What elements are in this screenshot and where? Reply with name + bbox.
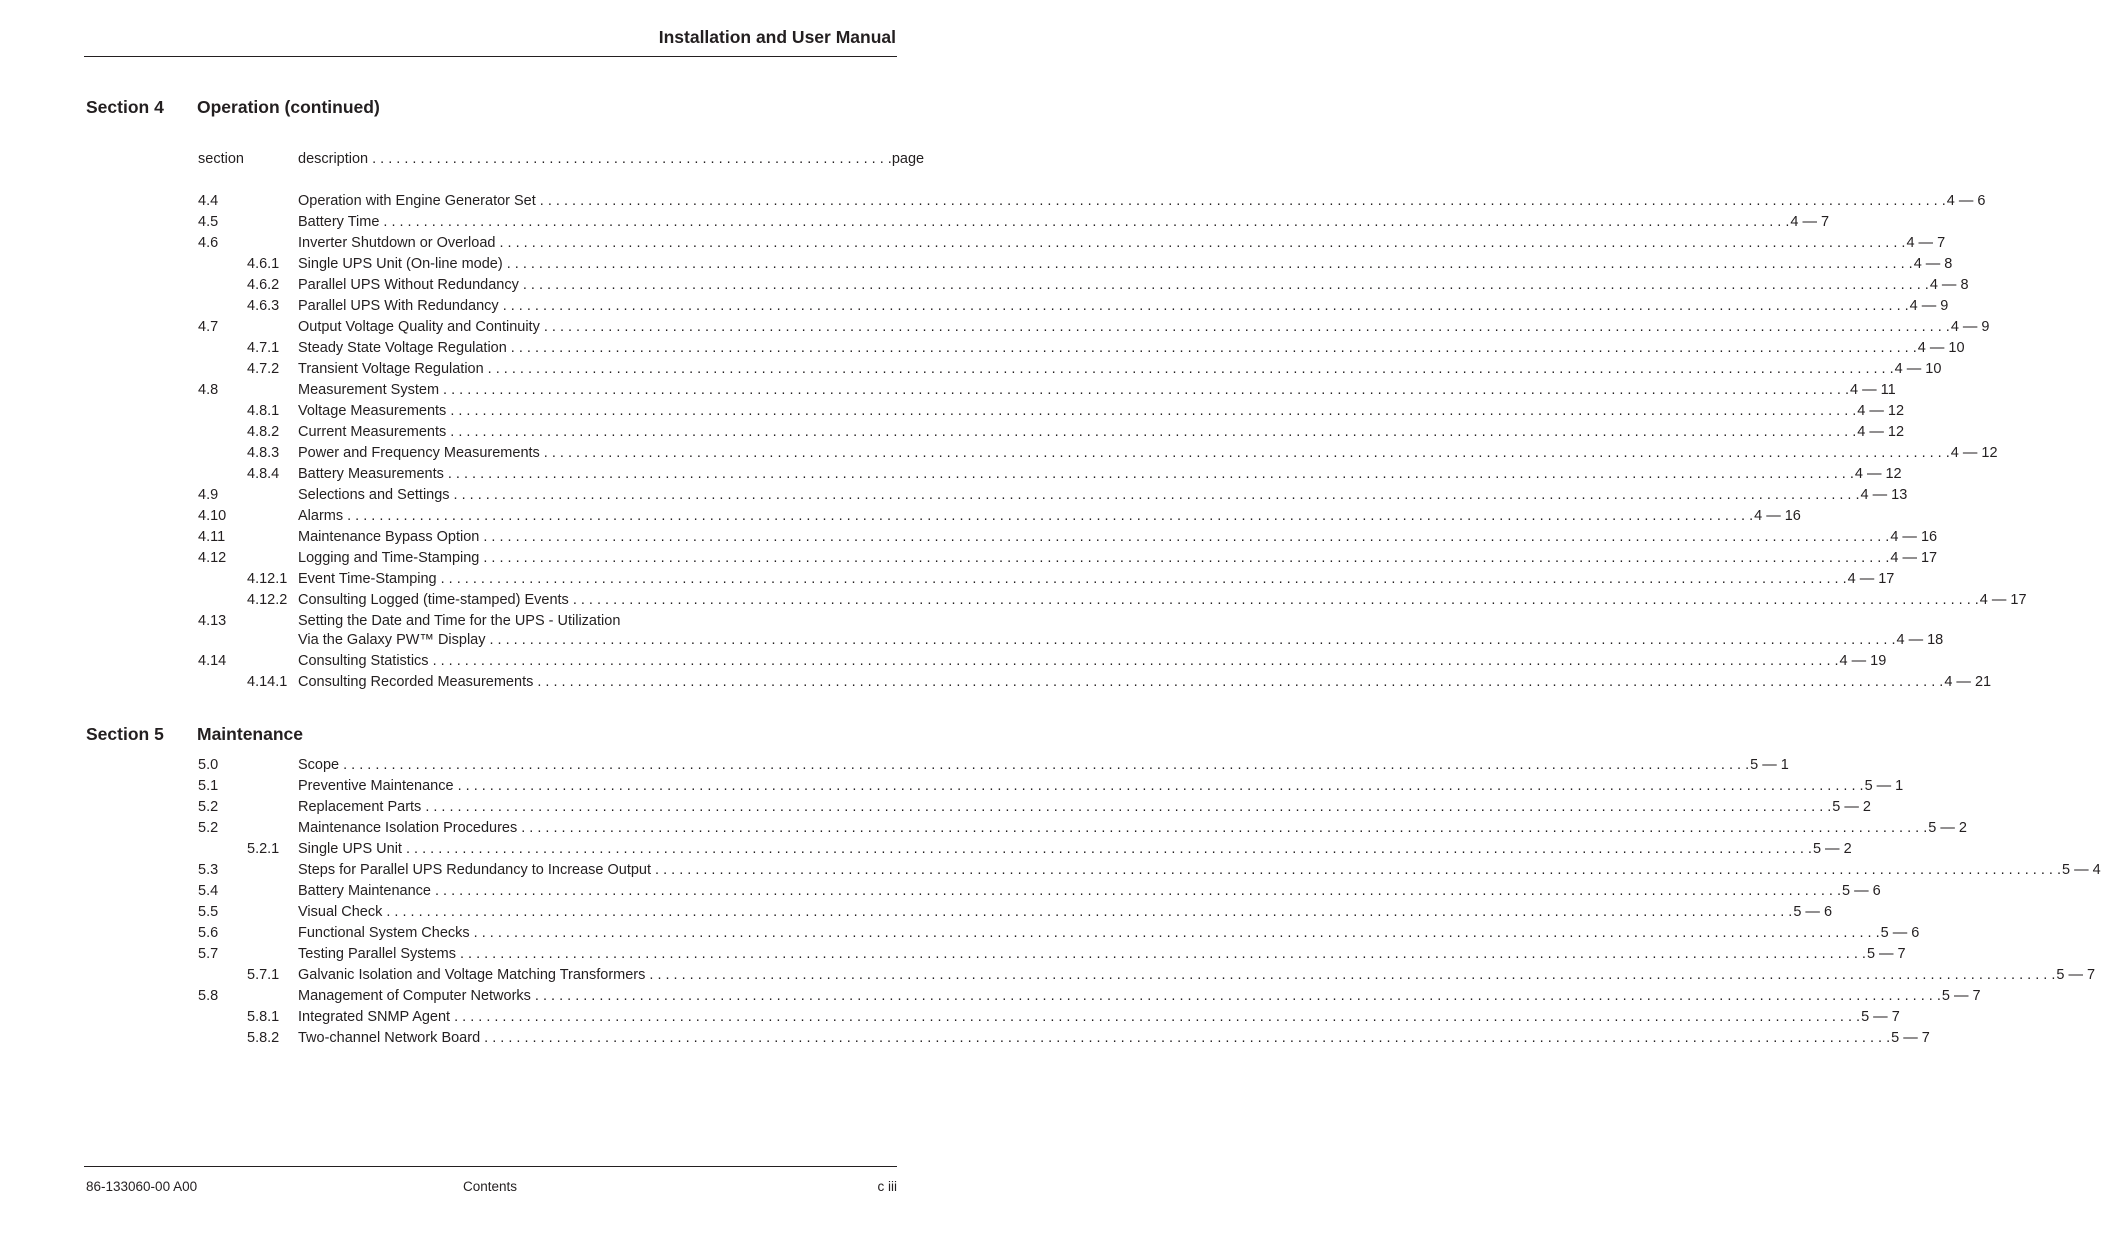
- toc-entry-page: 4 — 13: [1860, 487, 1908, 503]
- toc-entry-title: Functional System Checks: [298, 925, 470, 941]
- toc-entry: [0, 571, 1895, 592]
- toc-entry-title: Visual Check: [298, 904, 383, 920]
- toc-entry: [0, 967, 2096, 988]
- toc-entry: [0, 193, 1986, 214]
- toc-entry-page: 5 — 7: [1941, 988, 1981, 1004]
- toc-entry-number: 4.12.1: [247, 571, 288, 587]
- toc-entry-title: Steps for Parallel UPS Redundancy to Increase Output: [298, 862, 652, 878]
- toc-entry-number: 4.6.3: [247, 298, 280, 314]
- toc-dot-leader: [503, 298, 1909, 315]
- toc-entry-page: 5 — 6: [1793, 904, 1833, 920]
- toc-entry: [0, 1009, 1900, 1030]
- toc-entry-line: [298, 424, 1905, 441]
- toc-entry: [0, 361, 1942, 382]
- toc-entry-title: Battery Time: [298, 214, 380, 230]
- toc-entry-page: 5 — 1: [1750, 757, 1789, 773]
- toc-dot-leader: [523, 277, 1929, 294]
- toc-entry-title: Galvanic Isolation and Voltage Matching Transformers: [298, 967, 646, 983]
- toc-entry: [0, 883, 1881, 904]
- toc-dot-leader: [544, 445, 1950, 462]
- toc-entry-title: Integrated SNMP Agent: [298, 1009, 451, 1025]
- column-header-section: section: [198, 151, 244, 167]
- toc-entry-number: 4.8: [198, 382, 219, 398]
- toc-entry-line: [298, 592, 2027, 609]
- toc-entry-title: Parallel UPS With Redundancy: [298, 298, 499, 314]
- toc-entry-page: 4 — 10: [1917, 340, 1965, 356]
- toc-entry-page: 5 — 1: [1864, 778, 1904, 794]
- toc-entry: [0, 988, 1981, 1009]
- toc-entry-line: [298, 214, 1830, 231]
- toc-entry-title: Operation with Engine Generator Set: [298, 193, 536, 209]
- toc-entry-page: 4 — 9: [1909, 298, 1949, 314]
- toc-entry-number: 4.7: [198, 319, 219, 335]
- toc-entry: [0, 613, 1944, 653]
- toc-entry-number: 4.11: [198, 529, 226, 545]
- toc-entry-title: Scope: [298, 757, 340, 773]
- toc-entry-title: Output Voltage Quality and Continuity: [298, 319, 540, 335]
- toc-entry-title: Power and Frequency Measurements: [298, 445, 540, 461]
- toc-entry-number: 5.4: [198, 883, 219, 899]
- toc-dot-leader: [521, 820, 1927, 837]
- toc-dot-leader: [537, 674, 1943, 691]
- toc-entry-page: 5 — 7: [2056, 967, 2096, 983]
- toc-entry: [0, 445, 1998, 466]
- toc-entry: [0, 403, 1905, 424]
- toc-entry-line: [298, 778, 1904, 795]
- toc-entry-line: [298, 925, 1920, 942]
- toc-entry: [0, 820, 1967, 841]
- toc-entry-number: 4.7.1: [247, 340, 280, 356]
- section-4-toc: [0, 193, 2027, 695]
- toc-entry-title: Testing Parallel Systems: [298, 946, 456, 962]
- toc-entry-number: 5.8.2: [247, 1030, 280, 1046]
- toc-dot-leader: [511, 340, 1917, 357]
- toc-entry-line: [298, 466, 1902, 483]
- toc-entry-title: Preventive Maintenance: [298, 778, 454, 794]
- toc-entry: [0, 340, 1965, 361]
- toc-dot-leader: [483, 529, 1889, 546]
- toc-entry-page: 4 — 17: [1979, 592, 2027, 608]
- toc-dot-leader: [406, 841, 1812, 858]
- toc-entry-page: 5 — 2: [1928, 820, 1967, 836]
- toc-dot-leader: [347, 508, 1753, 525]
- toc-entry: [0, 841, 1852, 862]
- footer-rule: [84, 1166, 897, 1167]
- footer-section-name: Contents: [462, 1179, 518, 1194]
- toc-entry-page: 5 — 2: [1832, 799, 1871, 815]
- toc-entry-number: 4.10: [198, 508, 227, 524]
- toc-dot-leader: [573, 592, 1979, 609]
- toc-entry-number: 5.8.1: [247, 1009, 280, 1025]
- toc-dot-leader: [458, 778, 1864, 795]
- toc-dot-leader: [655, 862, 2061, 879]
- toc-entry: [0, 904, 1833, 925]
- toc-entry-line: [298, 235, 1946, 252]
- toc-entry-number: 4.12.2: [247, 592, 288, 608]
- toc-dot-leader: [448, 466, 1854, 483]
- toc-entry-line: [298, 529, 1938, 546]
- toc-entry-title: Selections and Settings: [298, 487, 450, 503]
- toc-entry-title: Inverter Shutdown or Overload: [298, 235, 496, 251]
- toc-entry-number: 4.8.3: [247, 445, 280, 461]
- toc-entry-line: [298, 298, 1949, 315]
- toc-entry-number: 5.2.1: [247, 841, 280, 857]
- toc-entry-line: [298, 967, 2096, 984]
- toc-entry-number: 4.9: [198, 487, 219, 503]
- toc-dot-leader: [460, 946, 1866, 963]
- toc-entry-number: 5.8: [198, 988, 219, 1004]
- toc-entry-line: [298, 550, 1938, 567]
- toc-dot-leader: [443, 382, 1849, 399]
- toc-entry-title: Two-channel Network Board: [298, 1030, 481, 1046]
- toc-entry-number: 4.7.2: [247, 361, 280, 377]
- toc-entry-line: [298, 653, 1887, 670]
- toc-entry-number: 4.6.1: [247, 256, 280, 272]
- toc-entry: [0, 799, 1871, 820]
- toc-entry-title: Measurement System: [298, 382, 440, 398]
- toc-entry-title: Consulting Logged (time-stamped) Events: [298, 592, 569, 608]
- toc-entry-title: Maintenance Isolation Procedures: [298, 820, 518, 836]
- toc-entry-title: Consulting Recorded Measurements: [298, 674, 534, 690]
- toc-entry-title: Battery Maintenance: [298, 883, 431, 899]
- toc-entry: [0, 382, 1896, 403]
- toc-entry-line: [298, 193, 1986, 210]
- section-4-title: Operation (continued): [197, 97, 380, 117]
- column-header-row: [298, 151, 925, 167]
- toc-entry: [0, 235, 1946, 256]
- toc-dot-leader: [488, 361, 1894, 378]
- toc-entry-title: Transient Voltage Regulation: [298, 361, 484, 377]
- toc-entry: [0, 466, 1902, 487]
- toc-entry-page: 4 — 8: [1929, 277, 1969, 293]
- toc-dot-leader: [649, 967, 2055, 984]
- toc-entry-number: 5.7: [198, 946, 219, 962]
- toc-entry-number: 4.6.2: [247, 277, 280, 293]
- toc-dot-leader: [433, 653, 1839, 670]
- toc-entry: [0, 925, 1920, 946]
- toc-entry-page: 4 — 17: [1847, 571, 1895, 587]
- toc-entry-page: 5 — 7: [1861, 1009, 1900, 1025]
- section-5-label: Section 5: [86, 724, 164, 744]
- toc-entry: [0, 529, 1938, 550]
- toc-entry-line: [298, 674, 1992, 691]
- toc-entry-line: [298, 799, 1871, 816]
- toc-entry-number: 5.2: [198, 820, 219, 836]
- toc-entry-line: [298, 403, 1905, 420]
- footer-page-number: c iii: [877, 1179, 897, 1194]
- toc-entry-number: 4.8.1: [247, 403, 280, 419]
- toc-entry-title: Logging and Time-Stamping: [298, 550, 480, 566]
- toc-entry: [0, 757, 1789, 778]
- toc-entry-line: [298, 487, 1908, 504]
- toc-entry-line: [298, 340, 1965, 357]
- section-5-title: Maintenance: [197, 724, 303, 744]
- toc-entry-page: 4 — 16: [1890, 529, 1938, 545]
- toc-entry-title: Parallel UPS Without Redundancy: [298, 277, 519, 293]
- toc-entry-page: 4 — 12: [1857, 403, 1905, 419]
- toc-entry-number: 5.1: [198, 778, 219, 794]
- toc-entry-page: 5 — 4: [2062, 862, 2101, 878]
- toc-entry-line: [298, 883, 1881, 900]
- toc-entry: [0, 862, 2101, 883]
- toc-entry-line: [298, 841, 1852, 858]
- toc-entry-page: 4 — 6: [1946, 193, 1986, 209]
- toc-entry-line: [298, 632, 1944, 649]
- toc-entry-number: 4.4: [198, 193, 219, 209]
- document-title: Installation and User Manual: [658, 27, 896, 47]
- toc-dot-leader: [490, 632, 1896, 649]
- toc-entry-number: 4.12: [198, 550, 227, 566]
- column-header-page: page: [891, 151, 925, 167]
- toc-dot-leader: [544, 319, 1950, 336]
- toc-dot-leader: [483, 550, 1889, 567]
- toc-entry: [0, 319, 1990, 340]
- toc-dot-leader: [441, 571, 1847, 588]
- toc-entry: [0, 550, 1938, 571]
- toc-entry-page: 5 — 2: [1812, 841, 1852, 857]
- toc-dot-leader: [383, 214, 1789, 231]
- toc-entry-line: [298, 904, 1833, 921]
- toc-entry-page: 5 — 6: [1880, 925, 1920, 941]
- toc-entry-number: 4.6: [198, 235, 219, 251]
- toc-entry-title: Voltage Measurements: [298, 403, 447, 419]
- toc-entry-number: 4.8.4: [247, 466, 280, 482]
- toc-entry-number: 4.5: [198, 214, 219, 230]
- toc-dot-leader: [386, 904, 1792, 921]
- toc-entry-page: 4 — 9: [1950, 319, 1990, 335]
- toc-entry-number: 5.5: [198, 904, 219, 920]
- toc-entry-number: 5.2: [198, 799, 219, 815]
- toc-entry-page: 4 — 12: [1950, 445, 1998, 461]
- toc-entry-title: Alarms: [298, 508, 344, 524]
- toc-entry-page: 4 — 21: [1944, 674, 1992, 690]
- toc-entry: [0, 674, 1992, 695]
- toc-dot-leader: [450, 403, 1856, 420]
- toc-entry: [0, 592, 2027, 613]
- toc-entry-line: [298, 571, 1895, 588]
- toc-entry-title-line1: Setting the Date and Time for the UPS - Utilization: [298, 613, 621, 629]
- toc-entry-line: [298, 946, 1906, 963]
- toc-entry-page: 4 — 7: [1790, 214, 1830, 230]
- footer-doc-number: 86-133060-00 A00: [86, 1179, 198, 1194]
- toc-entry: [0, 1030, 1930, 1051]
- toc-entry: [0, 298, 1949, 319]
- toc-entry-page: 4 — 12: [1857, 424, 1905, 440]
- toc-dot-leader: [499, 235, 1905, 252]
- toc-entry-title: Single UPS Unit (On-line mode): [298, 256, 503, 272]
- toc-entry-page: 5 — 7: [1866, 946, 1906, 962]
- toc-dot-leader: [474, 925, 1880, 942]
- toc-entry-number: 4.8.2: [247, 424, 280, 440]
- header-rule: [84, 56, 897, 57]
- toc-entry-page: 4 — 8: [1913, 256, 1953, 272]
- toc-entry: [0, 214, 1830, 235]
- section-5-toc: [0, 757, 2101, 1051]
- toc-dot-leader: [450, 424, 1856, 441]
- toc-entry-page: 4 — 10: [1894, 361, 1942, 377]
- toc-entry-title: Consulting Statistics: [298, 653, 429, 669]
- toc-dot-leader: [454, 1009, 1860, 1026]
- toc-entry-title: Battery Measurements: [298, 466, 444, 482]
- toc-entry-line: [298, 256, 1953, 273]
- toc-entry-page: 4 — 7: [1906, 235, 1946, 251]
- toc-entry-page: 4 — 12: [1854, 466, 1902, 482]
- toc-entry-line: [298, 757, 1789, 774]
- toc-dot-leader: [535, 988, 1941, 1005]
- toc-entry-number: 5.0: [198, 757, 219, 773]
- toc-entry: [0, 778, 1904, 799]
- toc-entry-line: [298, 820, 1967, 837]
- toc-entry-line: [298, 508, 1801, 525]
- column-header-leader: . . . . . . . . . . . . . . . . . . . . . . . . . . . . . . . . . . . . . . . . . . . . . . . . . . . . . . . . . . . . . . . . .: [372, 151, 892, 167]
- toc-entry: [0, 256, 1953, 277]
- toc-entry-title: Maintenance Bypass Option: [298, 529, 480, 545]
- toc-entry-line: [298, 382, 1896, 399]
- column-header-description: description: [298, 151, 369, 167]
- toc-dot-leader: [425, 799, 1831, 816]
- toc-entry-page: 4 — 17: [1890, 550, 1938, 566]
- toc-entry-page: 4 — 16: [1754, 508, 1801, 524]
- toc-dot-leader: [484, 1030, 1890, 1047]
- toc-entry-line: [298, 277, 1969, 294]
- toc-entry: [0, 424, 1905, 445]
- toc-entry-page: 5 — 7: [1891, 1030, 1930, 1046]
- toc-entry: [0, 946, 1906, 967]
- toc-dot-leader: [435, 883, 1841, 900]
- toc-entry: [0, 277, 1969, 298]
- toc-entry-number: 5.7.1: [247, 967, 280, 983]
- toc-entry-title: Via the Galaxy PW™ Display: [298, 632, 486, 648]
- toc-entry-number: 5.3: [198, 862, 219, 878]
- toc-entry-title: Event Time-Stamping: [298, 571, 437, 587]
- toc-entry-line: [298, 988, 1981, 1005]
- toc-entry-page: 4 — 18: [1896, 632, 1944, 648]
- toc-entry: [0, 508, 1801, 529]
- section-4-label: Section 4: [86, 97, 164, 117]
- toc-dot-leader: [343, 757, 1749, 774]
- toc-entry-line: [298, 361, 1942, 378]
- toc-entry-line: [298, 1009, 1900, 1026]
- toc-entry-page: 4 — 19: [1839, 653, 1887, 669]
- toc-entry-number: 4.14.1: [247, 674, 288, 690]
- toc-entry-title: Steady State Voltage Regulation: [298, 340, 507, 356]
- toc-entry-title: Management of Computer Networks: [298, 988, 531, 1004]
- toc-dot-leader: [507, 256, 1913, 273]
- toc-entry-number: 5.6: [198, 925, 219, 941]
- toc-entry-page: 4 — 11: [1850, 382, 1896, 398]
- toc-entry-number: 4.14: [198, 653, 227, 669]
- toc-entry: [0, 653, 1887, 674]
- toc-entry-number: 4.13: [198, 613, 227, 629]
- toc-entry: [0, 487, 1908, 508]
- toc-entry-line: [298, 445, 1998, 462]
- toc-entry-title: Current Measurements: [298, 424, 447, 440]
- toc-entry-title: Single UPS Unit: [298, 841, 402, 857]
- toc-entry-line: [298, 1030, 1930, 1047]
- toc-entry-page: 5 — 6: [1841, 883, 1881, 899]
- toc-dot-leader: [540, 193, 1946, 210]
- toc-entry-line: [298, 319, 1990, 336]
- toc-entry-title: Replacement Parts: [298, 799, 422, 815]
- toc-dot-leader: [454, 487, 1860, 504]
- toc-entry-line: [298, 862, 2101, 879]
